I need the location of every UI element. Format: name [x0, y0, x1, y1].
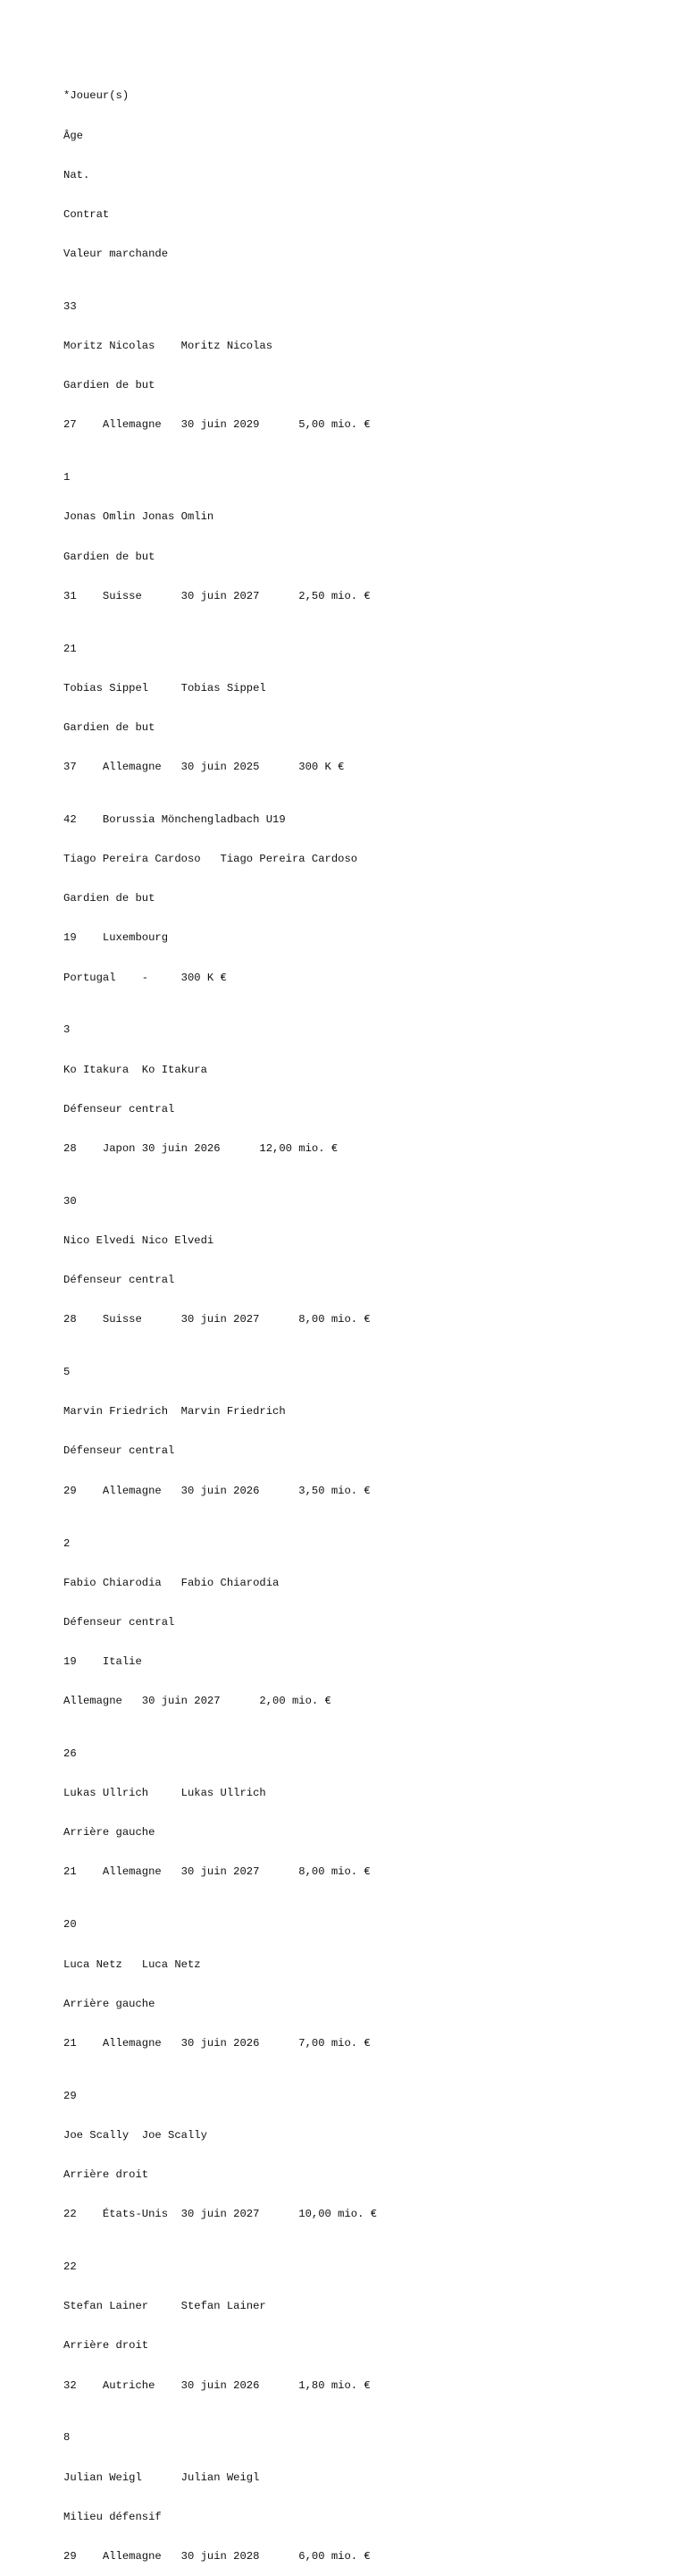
player-position: Défenseur central — [63, 1444, 175, 1458]
player-names: Marvin Friedrich Marvin Friedrich — [63, 1405, 286, 1418]
player-position: Gardien de but — [63, 550, 155, 563]
player-position: Défenseur central — [63, 1102, 175, 1115]
player-position: Défenseur central — [63, 1615, 175, 1629]
player-names: Joe Scally Joe Scally — [63, 2128, 207, 2142]
header-nationality: Nat. — [63, 168, 90, 181]
player-names: Moritz Nicolas Moritz Nicolas — [63, 340, 273, 353]
player-details: 21 Allemagne 30 juin 2026 7,00 mio. € — [63, 2036, 371, 2050]
player-details-continued: Portugal - 300 K € — [63, 971, 227, 984]
player-names: Julian Weigl Julian Weigl — [63, 2471, 260, 2484]
player-number: 8 — [63, 2431, 71, 2445]
player-number: 26 — [63, 1747, 77, 1760]
player-position: Gardien de but — [63, 892, 155, 905]
player-names: Jonas Omlin Jonas Omlin — [63, 510, 214, 524]
player-details: 21 Allemagne 30 juin 2027 8,00 mio. € — [63, 1865, 371, 1879]
player-details: 28 Japon 30 juin 2026 12,00 mio. € — [63, 1141, 339, 1155]
player-details: 32 Autriche 30 juin 2026 1,80 mio. € — [63, 2378, 371, 2392]
player-names: Ko Itakura Ko Itakura — [63, 1063, 207, 1076]
player-details: 31 Suisse 30 juin 2027 2,50 mio. € — [63, 589, 371, 602]
header-market-value: Valeur marchande — [63, 248, 169, 261]
player-number: 21 — [63, 642, 77, 655]
player-number: 20 — [63, 1918, 77, 1932]
player-names: Nico Elvedi Nico Elvedi — [63, 1233, 214, 1247]
player-position: Arrière droit — [63, 2339, 149, 2353]
squad-document — [63, 63, 671, 2576]
player-number-club: 42 Borussia Mönchengladbach U19 — [63, 812, 286, 826]
player-names: Tiago Pereira Cardoso Tiago Pereira Cardoso — [63, 853, 358, 866]
player-number: 29 — [63, 2089, 77, 2102]
player-names: Fabio Chiarodia Fabio Chiarodia — [63, 1576, 280, 1589]
player-details: 19 Luxembourg — [63, 931, 169, 945]
player-details: 28 Suisse 30 juin 2027 8,00 mio. € — [63, 1313, 371, 1326]
player-names: Stefan Lainer Stefan Lainer — [63, 2300, 266, 2313]
header-contract: Contrat — [63, 207, 110, 221]
player-position: Arrière gauche — [63, 1997, 155, 2010]
player-details: 22 États-Unis 30 juin 2027 10,00 mio. € — [63, 2208, 378, 2221]
player-number: 33 — [63, 299, 77, 313]
player-names: Luca Netz Luca Netz — [63, 1957, 201, 1971]
player-details: 27 Allemagne 30 juin 2029 5,00 mio. € — [63, 418, 371, 432]
player-details: 19 Italie — [63, 1654, 142, 1668]
player-position: Milieu défensif — [63, 2510, 162, 2523]
player-number: 2 — [63, 1536, 71, 1550]
player-number: 5 — [63, 1366, 71, 1379]
player-position: Gardien de but — [63, 379, 155, 392]
player-names: Tobias Sippel Tobias Sippel — [63, 681, 266, 695]
player-position: Arrière gauche — [63, 1826, 155, 1839]
header-players: *Joueur(s) — [63, 89, 130, 103]
player-number: 22 — [63, 2260, 77, 2274]
player-number: 1 — [63, 471, 71, 484]
player-number: 30 — [63, 1194, 77, 1208]
player-number: 3 — [63, 1023, 71, 1037]
player-details: 29 Allemagne 30 juin 2026 3,50 mio. € — [63, 1484, 371, 1497]
header-age: Âge — [63, 129, 83, 142]
player-position: Gardien de but — [63, 720, 155, 734]
player-names: Lukas Ullrich Lukas Ullrich — [63, 1787, 266, 1800]
player-position: Arrière droit — [63, 2168, 149, 2181]
player-details: 37 Allemagne 30 juin 2025 300 K € — [63, 761, 345, 774]
player-position: Défenseur central — [63, 1274, 175, 1287]
player-details-continued: Allemagne 30 juin 2027 2,00 mio. € — [63, 1695, 331, 1708]
player-details: 29 Allemagne 30 juin 2028 6,00 mio. € — [63, 2549, 371, 2563]
